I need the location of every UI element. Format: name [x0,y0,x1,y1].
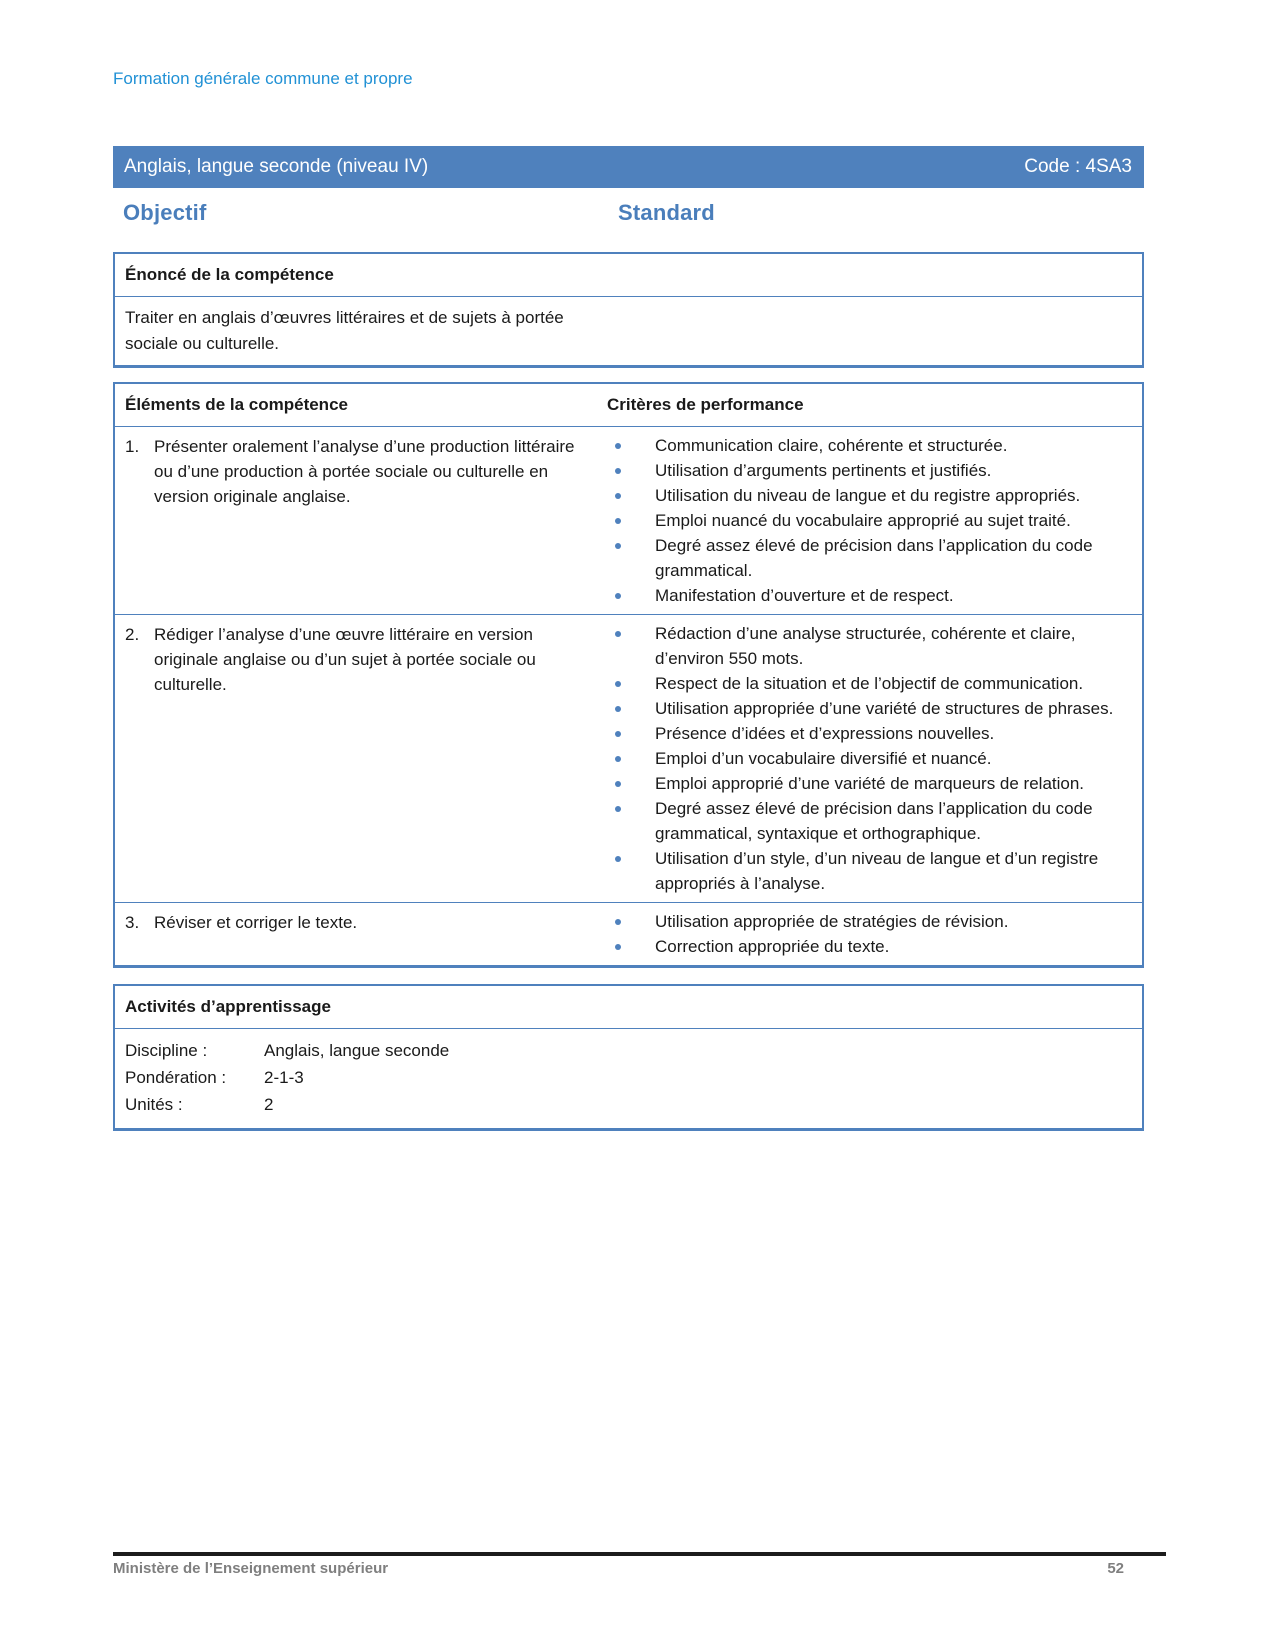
criteria-item: Emploi nuancé du vocabulaire approprié au sujet traité. [597,508,1134,533]
criteria-item: Correction appropriée du texte. [597,934,1134,959]
criteria-item: Degré assez élevé de précision dans l’application du code grammatical, syntaxique et orthographique. [597,796,1134,846]
ministry-name: Ministère de l’Enseignement supérieur [113,1560,389,1577]
discipline-value: Anglais, langue seconde [264,1041,450,1060]
column-headings [113,197,1144,229]
activites-row [125,1037,1132,1064]
table-row [115,615,1142,903]
page-content [113,0,1144,1131]
element-text: Rédiger l’analyse d’une œuvre littéraire en version originale anglaise ou d’un sujet à portée sociale ou culturelle. [154,625,536,694]
ponderation-label: Pondération : [125,1068,227,1087]
criteria-item: Degré assez élevé de précision dans l’application du code grammatical. [597,533,1134,583]
criteria-item: Manifestation d’ouverture et de respect. [597,583,1134,608]
element-number: 3. [125,913,140,932]
competence-table-header [115,384,1142,427]
course-title: Anglais, langue seconde (niveau IV) [124,156,429,177]
ponderation-value: 2-1-3 [264,1068,304,1087]
criteria-item: Emploi d’un vocabulaire diversifié et nuancé. [597,746,1134,771]
criteria-item: Présence d’idées et d’expressions nouvelles. [597,721,1134,746]
objectif-heading: Objectif [123,200,207,225]
element-cell [115,903,597,965]
criteria-list [597,427,1142,614]
standard-heading: Standard [618,200,715,225]
enonce-body: Traiter en anglais d’œuvres littéraires et de sujets à portée sociale ou culturelle. [125,308,564,353]
criteria-item: Utilisation appropriée d’une variété de structures de phrases. [597,696,1134,721]
discipline-label: Discipline : [125,1041,208,1060]
criteria-item: Rédaction d’une analyse structurée, cohérente et claire, d’environ 550 mots. [597,621,1134,671]
activites-body [115,1029,1142,1128]
activites-table [113,984,1144,1131]
unites-value: 2 [264,1095,274,1114]
activites-row [125,1091,1132,1118]
page-footer [113,1552,1166,1577]
criteria-list [597,615,1142,902]
element-text: Présenter oralement l’analyse d’une production littéraire ou d’une production à portée sociale ou culturelle en version originale anglaise. [154,437,575,506]
page-number: 52 [1107,1560,1124,1577]
element-cell [115,427,597,614]
enonce-header: Énoncé de la compétence [115,254,1142,297]
criteria-item: Respect de la situation et de l’objectif de communication. [597,671,1134,696]
element-cell [115,615,597,902]
element-text: Réviser et corriger le texte. [154,913,358,932]
element-number: 1. [125,437,140,456]
section-title: Formation générale commune et propre [113,69,413,88]
elements-col-header: Éléments de la compétence [125,395,348,414]
table-row [115,903,1142,965]
activites-row [125,1064,1132,1091]
unites-label: Unités : [125,1095,183,1114]
competence-table [113,382,1144,968]
activites-header: Activités d’apprentissage [115,986,1142,1029]
enonce-table [113,252,1144,368]
course-banner [113,146,1144,188]
criteria-item: Utilisation d’un style, d’un niveau de langue et d’un registre appropriés à l’analyse. [597,846,1134,896]
criteres-col-header: Critères de performance [607,395,804,414]
table-row [115,427,1142,615]
criteria-item: Emploi approprié d’une variété de marqueurs de relation. [597,771,1134,796]
criteria-list [597,903,1142,965]
element-number: 2. [125,625,140,644]
criteria-item: Utilisation du niveau de langue et du registre appropriés. [597,483,1134,508]
course-code: Code : 4SA3 [1024,156,1132,177]
criteria-item: Communication claire, cohérente et structurée. [597,433,1134,458]
criteria-item: Utilisation d’arguments pertinents et justifiés. [597,458,1134,483]
criteria-item: Utilisation appropriée de stratégies de révision. [597,909,1134,934]
